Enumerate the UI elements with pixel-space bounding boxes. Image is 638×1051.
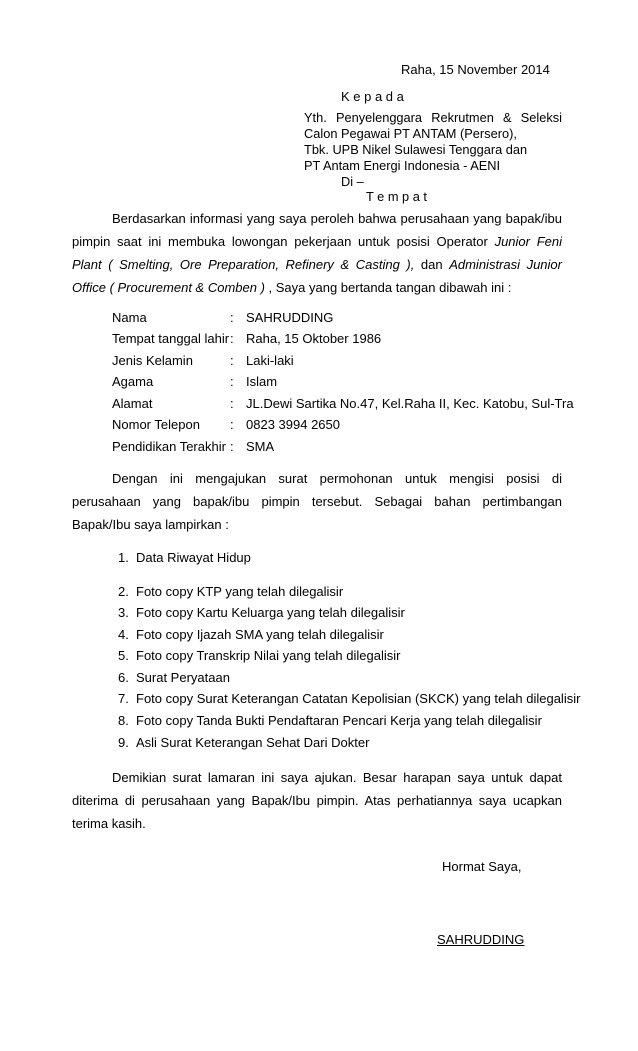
info-label: Agama	[112, 374, 154, 389]
info-value: Raha, 15 Oktober 1986	[246, 331, 382, 346]
info-value: JL.Dewi Sartika No.47, Kel.Raha II, Kec. Katobu, Sul-Tra	[246, 396, 574, 411]
list-item-text: Foto copy Kartu Keluarga yang telah dilegalisir	[136, 605, 405, 620]
recipient-tempat: T e m p a t	[366, 189, 427, 204]
info-label: Nomor Telepon	[112, 417, 200, 432]
list-item	[118, 550, 251, 565]
list-item-text: Foto copy Surat Keterangan Catatan Kepolisian (SKCK) yang telah dilegalisir	[136, 691, 581, 706]
list-item	[118, 713, 542, 728]
info-colon: :	[230, 331, 234, 346]
info-colon: :	[230, 396, 234, 411]
intro-paragraph	[72, 207, 562, 299]
list-item-number: 8.	[118, 713, 129, 728]
list-item-text: Asli Surat Keterangan Sehat Dari Dokter	[136, 735, 370, 750]
list-item-text: Data Riwayat Hidup	[136, 550, 251, 565]
request-text: Dengan ini mengajukan surat permohonan untuk mengisi posisi di perusahaan yang bapak/ibu pimpin tersebut. Sebagai bahan pertimbangan Bapak/Ibu saya lampirkan :	[72, 471, 562, 532]
info-label: Tempat tanggal lahir	[112, 331, 230, 346]
sign-off: Hormat Saya,	[442, 859, 522, 874]
date-line: Raha, 15 November 2014	[401, 62, 550, 77]
list-item	[118, 735, 369, 750]
list-item-number: 6.	[118, 670, 129, 685]
info-value: 0823 3994 2650	[246, 417, 340, 432]
list-item-text: Foto copy Transkrip Nilai yang telah dilegalisir	[136, 648, 401, 663]
info-label: Jenis Kelamin	[112, 353, 193, 368]
list-item-number: 5.	[118, 648, 129, 663]
info-value: Islam	[246, 374, 278, 389]
recipient-di: Di –	[341, 174, 364, 189]
intro-position-1: Junior Feni Plant ( Smelting, Ore Preparation, Refinery & Casting ),	[72, 234, 562, 272]
closing-text: Demikian surat lamaran ini saya ajukan. Besar harapan saya untuk dapat diterima di perusahaan yang Bapak/Ibu pimpin. Atas perhatiannya saya ucapkan terima kasih.	[72, 770, 562, 831]
list-item-number: 1.	[118, 550, 129, 565]
list-item-number: 3.	[118, 605, 129, 620]
list-item	[118, 691, 580, 706]
request-paragraph	[72, 467, 562, 536]
list-item-number: 4.	[118, 627, 129, 642]
info-label: Nama	[112, 310, 147, 325]
info-colon: :	[230, 353, 234, 368]
recipient-line-3: Tbk. UPB Nikel Sulawesi Tenggara dan	[304, 142, 528, 157]
list-item	[118, 584, 343, 599]
info-colon: :	[230, 310, 234, 325]
list-item	[118, 627, 384, 642]
intro-text-after: , Saya yang bertanda tangan dibawah ini :	[264, 280, 512, 295]
list-item-text: Foto copy Tanda Bukti Pendaftaran Pencari Kerja yang telah dilegalisir	[136, 713, 542, 728]
list-item-text: Surat Peryataan	[136, 670, 230, 685]
info-colon: :	[230, 374, 234, 389]
info-value: SMA	[246, 439, 275, 454]
list-item	[118, 670, 230, 685]
list-item-text: Foto copy KTP yang telah dilegalisir	[136, 584, 344, 599]
info-label: Pendidikan Terakhir	[112, 439, 226, 454]
list-item-text: Foto copy Ijazah SMA yang telah dilegalisir	[136, 627, 384, 642]
intro-text-before: Berdasarkan informasi yang saya peroleh bahwa perusahaan yang bapak/ibu pimpin saat ini membuka lowongan pekerjaan untuk posisi Operator	[72, 211, 562, 249]
intro-text-middle: dan	[414, 257, 450, 272]
signature-name: SAHRUDDING	[437, 932, 525, 947]
recipient-line-4: PT Antam Energi Indonesia - AENI	[304, 158, 501, 173]
list-item-number: 7.	[118, 691, 129, 706]
recipient-line-1: Yth. Penyelenggara Rekrutmen & Seleksi	[304, 110, 562, 125]
list-item	[118, 605, 405, 620]
list-item-number: 9.	[118, 735, 129, 750]
recipient-heading: K e p a d a	[341, 89, 404, 104]
intro-position-2: Administrasi Junior Office ( Procurement & Comben )	[72, 257, 562, 295]
info-value: Laki-laki	[246, 353, 294, 368]
list-item-number: 2.	[118, 584, 129, 599]
info-colon: :	[230, 417, 234, 432]
info-value: SAHRUDDING	[246, 310, 334, 325]
recipient-line-2: Calon Pegawai PT ANTAM (Persero),	[304, 126, 517, 141]
closing-paragraph	[72, 766, 562, 835]
list-item	[118, 648, 400, 663]
info-colon: :	[230, 439, 234, 454]
info-label: Alamat	[112, 396, 153, 411]
